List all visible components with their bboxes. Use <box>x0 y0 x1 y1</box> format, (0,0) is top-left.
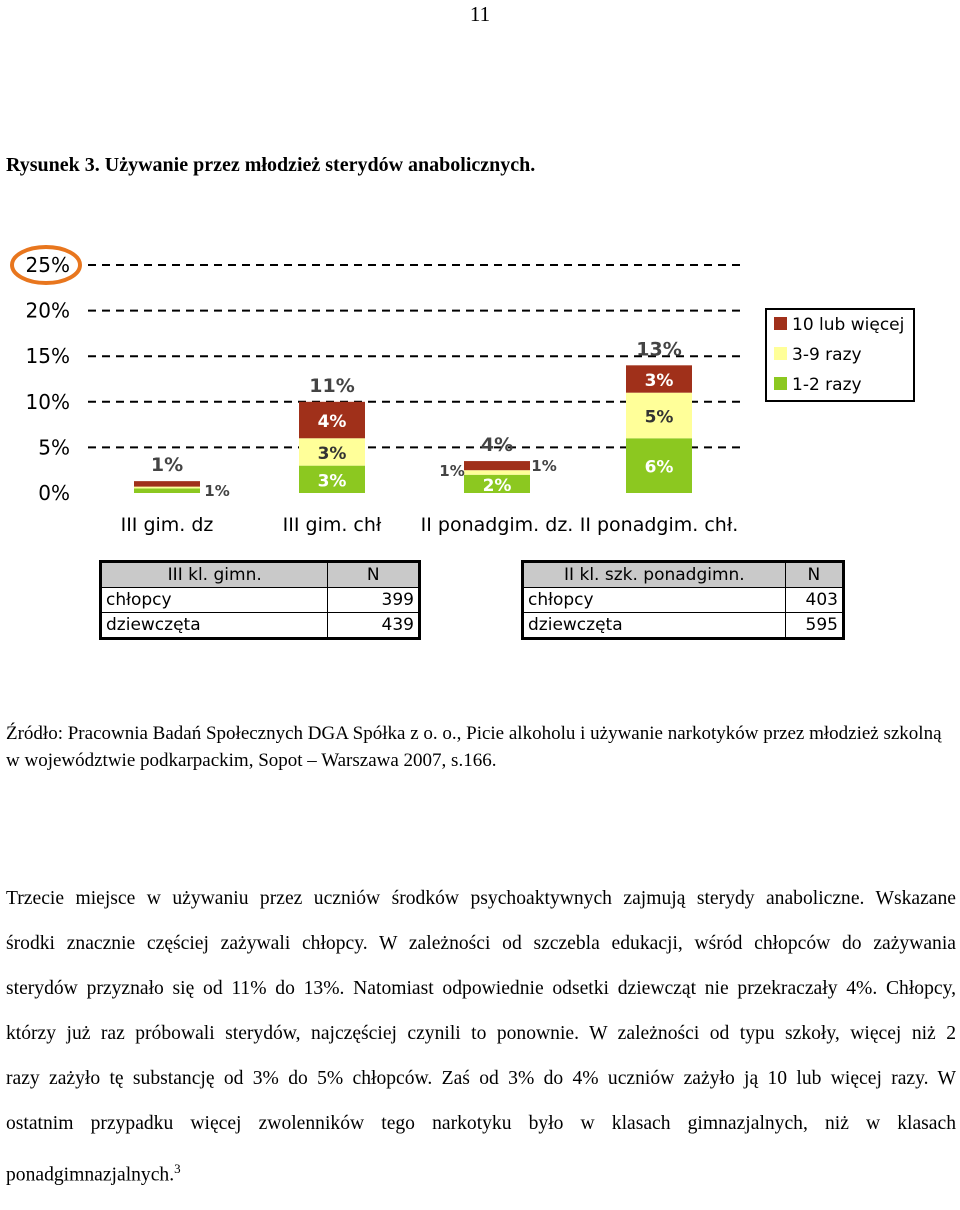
table-cell: chłopcy <box>102 588 328 613</box>
data-label: 4% <box>317 412 347 433</box>
bar-segment <box>134 481 200 486</box>
table-cell: dziewczęta <box>524 613 786 638</box>
source-note: Źródło: Pracownia Badań Społecznych DGA Spółka z o. o., Picie alkoholu i używanie narkotyków przez młodzież szkolną w województwie podkarpackim, Sopot – Warszawa 2007, s.166. <box>6 723 942 771</box>
bar-segment <box>134 488 200 493</box>
legend-swatch <box>774 317 787 330</box>
table-cell: 439 <box>328 613 419 638</box>
bar-segment <box>464 470 530 475</box>
data-label: 3% <box>317 443 347 464</box>
legend-swatch <box>774 347 787 360</box>
table-row <box>102 588 419 613</box>
table-header: III kl. gimn. <box>102 563 328 588</box>
table-header: N <box>328 563 419 588</box>
data-label: 5% <box>644 407 674 428</box>
stacked-bar-chart <box>0 238 960 548</box>
page-number: 11 <box>469 2 491 26</box>
total-label: 1% <box>150 454 184 477</box>
category-label: II ponadgim. dz. <box>420 514 574 536</box>
y-tick-label: 25% <box>25 253 70 277</box>
table-cell: dziewczęta <box>102 613 328 638</box>
y-tick-label: 5% <box>38 435 70 460</box>
total-label: 4% <box>480 434 514 457</box>
table-cell: 595 <box>785 613 842 638</box>
table-cell: 399 <box>328 588 419 613</box>
data-label: 6% <box>644 457 674 478</box>
table-cell: chłopcy <box>524 588 786 613</box>
body-text: Trzecie miejsce w używaniu przez uczniów środków psychoaktywnych zajmują sterydy anaboliczne. Wskazane środki znacznie częściej zażywali chłopcy. W zależności od szczebla edukacji, wśród chłopców do zażywania sterydów przyznało się od 11% do 13%. Natomiast odpowiednie odsetki dziewcząt nie przekraczały 4%. Chłopcy, którzy już raz próbowali sterydów, najczęściej czynili to ponownie. W zależności od typu szkoły, więcej niż 2 razy zażyło tę substancję od 3% do 5% chłopców. Zaś od 3% do 4% uczniów zażyło ją 10 lub więcej razy. W ostatnim przypadku więcej zwolenników tego narkotyku było w klasach gimnazjalnych, niż w klasach ponadgimnazjalnych. <box>6 888 956 1186</box>
category-label: II ponadgim. chł. <box>579 514 739 536</box>
table-row <box>524 588 843 613</box>
data-label: 3% <box>317 471 347 492</box>
footnote-reference: 3 <box>174 1161 181 1176</box>
bar-segment <box>134 487 200 489</box>
table-ponadgimnazjum <box>523 562 843 638</box>
category-label: III gim. dz <box>120 514 214 536</box>
table-header: N <box>785 563 842 588</box>
legend-label: 3-9 razy <box>792 345 862 365</box>
bar-segment <box>464 461 530 470</box>
total-label: 11% <box>309 374 355 397</box>
figure-title: Rysunek 3. Używanie przez młodzież sterydów anabolicznych. <box>6 154 536 176</box>
y-tick-label: 20% <box>25 298 70 323</box>
y-tick-label: 0% <box>38 481 70 505</box>
table-row <box>524 613 843 638</box>
category-label: III gim. chł <box>282 514 382 536</box>
table-gimnazjum <box>101 562 419 638</box>
table-cell: 403 <box>785 588 842 613</box>
data-label: 3% <box>644 371 674 391</box>
data-label: 1% <box>439 462 465 480</box>
table-header: II kl. szk. ponadgimn. <box>524 563 786 588</box>
data-label: 2% <box>482 475 512 496</box>
legend-label: 1-2 razy <box>792 375 862 395</box>
legend-label: 10 lub więcej <box>792 315 905 335</box>
y-tick-label: 15% <box>25 344 70 369</box>
y-tick-label: 10% <box>25 389 70 414</box>
total-label: 13% <box>636 338 682 361</box>
data-label: 1% <box>204 482 230 500</box>
table-row <box>102 613 419 638</box>
legend-swatch <box>774 377 787 390</box>
data-label: 1% <box>531 457 557 475</box>
body-paragraph <box>6 876 956 1198</box>
